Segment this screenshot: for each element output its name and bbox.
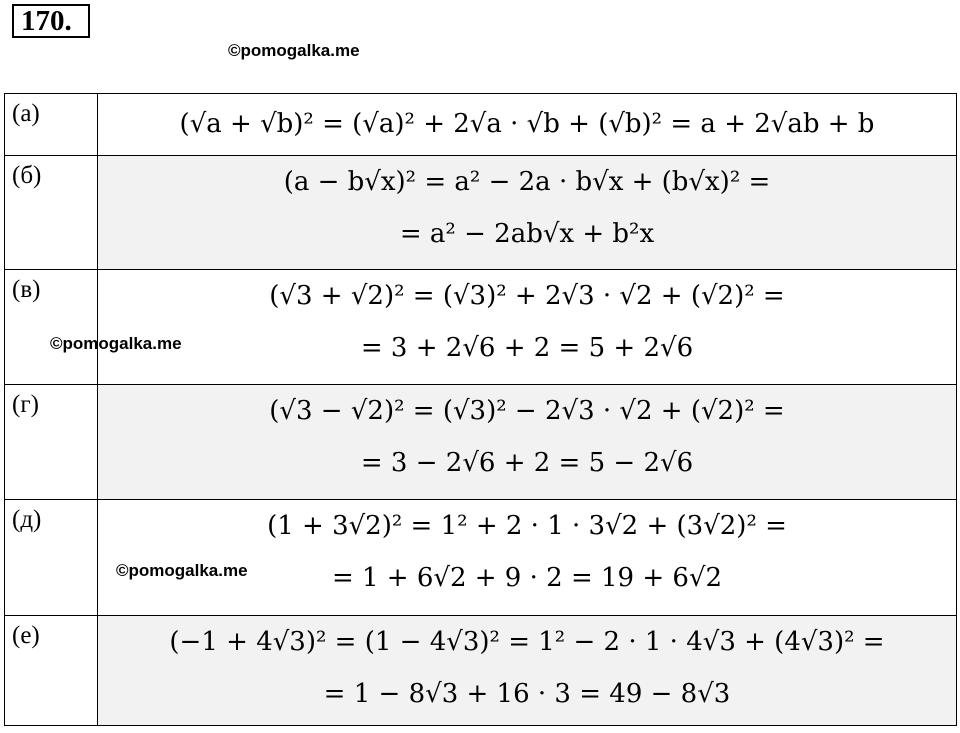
solutions-table [4,93,957,726]
equation-line: (√3 − √2)² = (√3)² − 2√3 · √2 + (√2)² = [269,396,785,426]
watermark: ©pomogalka.me [228,41,360,60]
item-label: (а) [5,94,98,156]
equation-cell [98,94,957,156]
equation-line: (a − b√x)² = a² − 2a · b√x + (b√x)² = [283,167,771,197]
equation-cell [98,385,957,500]
item-label: (в) [5,270,98,385]
item-label: (е) [5,616,98,726]
equation-cell [98,156,957,270]
equation-line: (−1 + 4√3)² = (1 − 4√3)² = 1² − 2 · 1 · 4√3 + (4√3)² = [169,627,885,657]
equation-line: = 3 + 2√6 + 2 = 5 + 2√6 [360,333,694,363]
equation-cell [98,616,957,726]
equation-line: = 3 − 2√6 + 2 = 5 − 2√6 [360,448,694,478]
table-row [5,94,957,156]
item-label: (д) [5,500,98,616]
equation-line: (√3 + √2)² = (√3)² + 2√3 · √2 + (√2)² = [269,281,785,311]
equation-cell [98,500,957,616]
table-row [5,270,957,385]
equation-line: = 1 + 6√2 + 9 · 2 = 19 + 6√2 [331,563,723,593]
item-label: (б) [5,156,98,270]
equation-line: = 1 − 8√3 + 16 · 3 = 49 − 8√3 [323,679,731,709]
table-row [5,156,957,270]
watermark: ©pomogalka.me [50,334,182,353]
problem-number: 170. [12,4,90,38]
equation-line: (√a + √b)² = (√a)² + 2√a · √b + (√b)² = a + 2√ab + b [179,109,875,139]
equation-cell [98,270,957,385]
equation-line: = a² − 2ab√x + b²x [399,219,655,249]
table-row [5,616,957,726]
equation-line: (1 + 3√2)² = 1² + 2 · 1 · 3√2 + (3√2)² = [267,511,787,541]
table-row [5,500,957,616]
item-label: (г) [5,385,98,500]
table-row [5,385,957,500]
watermark: ©pomogalka.me [116,561,248,580]
